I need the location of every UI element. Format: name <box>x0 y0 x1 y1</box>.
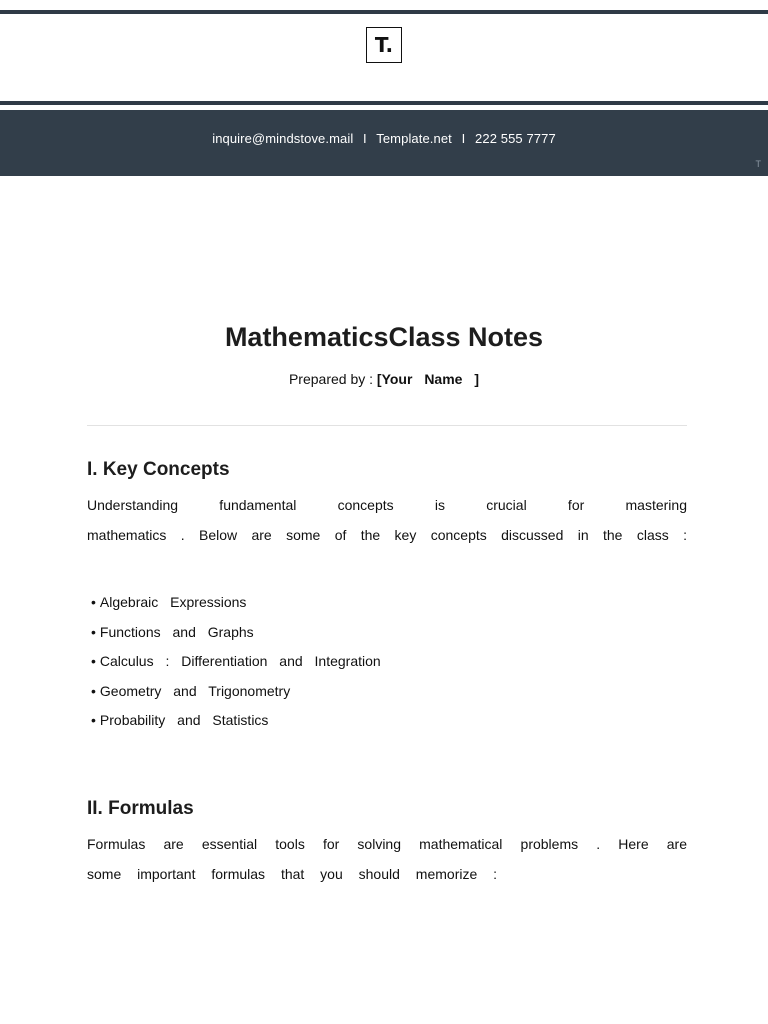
document-title: MathematicsClass Notes <box>224 322 544 352</box>
list-item: • Calculus : Differentiation and Integration <box>91 653 381 669</box>
prepared-by-name: [Your Name ] <box>376 371 480 387</box>
key-concepts-list <box>91 592 381 740</box>
formulas-intro-line: Formulas are essential tools for solving mathematical problems . Here are <box>87 836 687 852</box>
section-heading-formulas: II. Formulas <box>87 798 194 819</box>
contact-separator: I <box>363 131 367 146</box>
contact-separator: I <box>461 131 466 146</box>
prepared-by <box>0 371 768 387</box>
section-divider <box>87 425 687 426</box>
header-bottom-rule <box>0 101 768 105</box>
contact-info <box>0 131 768 146</box>
brand-logo: T. <box>366 27 402 63</box>
contact-phone: 222 555 7777 <box>475 131 556 146</box>
formulas-intro-line: some important formulas that you should memorize : <box>87 866 498 882</box>
list-item: • Geometry and Trigonometry <box>91 682 291 699</box>
list-item: • Probability and Statistics <box>91 712 269 728</box>
prepared-by-label: Prepared by : <box>288 371 374 387</box>
corner-logo-mark: T <box>755 159 761 169</box>
section-heading-key-concepts: I. Key Concepts <box>87 459 230 480</box>
list-item: • Algebraic Expressions <box>91 594 247 610</box>
header-top-rule <box>0 10 768 14</box>
contact-email[interactable]: inquire@mindstove.mail <box>212 131 354 146</box>
list-item: • Functions and Graphs <box>91 623 254 640</box>
key-concepts-intro-line: mathematics . Below are some of the key concepts discussed in the class : <box>87 527 687 543</box>
contact-website[interactable]: Template.net <box>376 131 452 146</box>
key-concepts-intro-line: Understanding fundamental concepts is crucial for mastering <box>87 497 687 513</box>
